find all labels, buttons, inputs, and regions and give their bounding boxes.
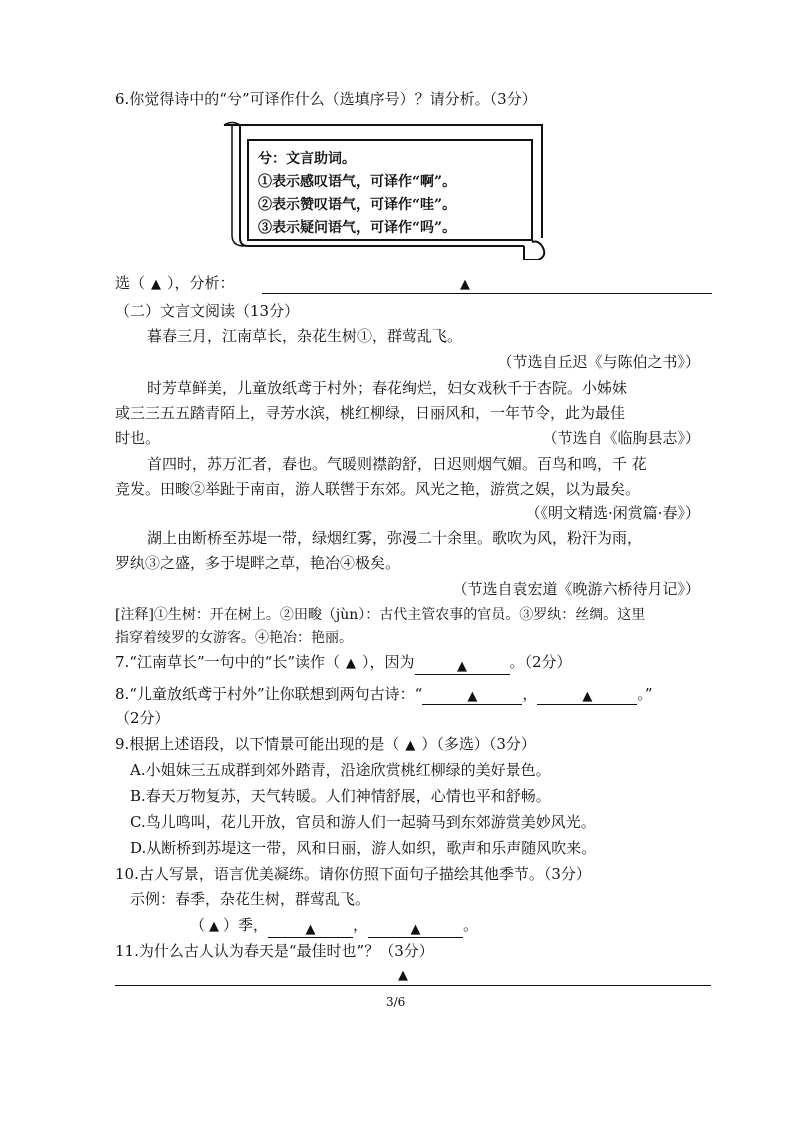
passage-4-source: （节选自袁宏道《晚游六桥待月记》） [452,580,700,598]
question-8: 8.“儿童放纸鸢于村外”让你联想到两句古诗：“ ▲ ， ▲ 。” [115,685,653,704]
q9-option-c[interactable]: C.鸟儿鸣叫，花儿开放，官员和游人们一起骑马到东郊游赏美妙风光。 [130,813,596,831]
q10-example: 示例：春季，杂花生树，群莺乱飞。 [130,890,371,908]
passage-2-source: （节选自《临朐县志》） [542,429,700,447]
q10-answer-line: （ ▲ ）季， ▲ ， ▲ 。 [190,916,479,937]
section-2-title: （二）文言文阅读（13分） [115,302,300,320]
q9-option-d[interactable]: D.从断桥到苏堤这一带，风和日丽，游人如织，歌声和乐声随风吹来。 [130,839,597,857]
q10-blank-2[interactable]: ▲ [368,919,463,938]
q6-answer-rule[interactable] [262,293,712,294]
q8-poem-blank-1[interactable]: ▲ [422,686,522,705]
box-line-3: ②表示赞叹语气，可译作“哇”。 [258,197,457,213]
q10-blank-1[interactable]: ▲ [268,919,353,938]
q8-poem-blank-2[interactable]: ▲ [537,686,637,705]
box-line-2: ①表示感叹语气，可译作“啊”。 [258,174,457,190]
box-line-1: 兮：文言助词。 [258,151,356,167]
q9-triangle-icon[interactable]: ▲ [405,738,416,753]
passage-3-line-1: 首四时，苏万汇者，春也。气暖则襟韵舒，日迟则烟气媚。百鸟和鸣，千 花 [147,455,647,473]
q8-score: （2分） [115,709,170,727]
box-line-4: ③表示疑问语气，可译作“吗”。 [258,220,457,236]
answer-triangle-icon[interactable]: ▲ [151,277,162,292]
notes-line-2: 指穿着绫罗的女游客。④艳冶：艳丽。 [115,630,353,646]
q9-option-a[interactable]: A.小姐妹三五成群到郊外踏青，沿途欣赏桃红柳绿的美好景色。 [130,761,551,779]
q11-triangle-icon: ▲ [398,968,408,983]
question-10: 10.古人写景，语言优美凝练。请你仿照下面句子描绘其他季节。（3分） [115,865,591,883]
passage-3-line-2: 竞发。田畯②举趾于南亩，游人联辔于东郊。风光之艳，游赏之娱，以为最矣。 [115,480,641,498]
q6-analysis-triangle-icon: ▲ [460,277,470,292]
q7-triangle-icon[interactable]: ▲ [346,656,356,671]
passage-2-line-3: 时也。 [115,429,161,447]
question-6: 6.你觉得诗中的“兮”可译作什么（选填序号）？请分析。（3分） [115,90,537,108]
passage-1-line-1: 暮春三月，江南草长，杂花生树①，群莺乱飞。 [147,327,463,345]
page-number: 3/6 [386,995,406,1009]
notes-line-1: [注释]①生树：开在树上。②田畯（jùn）：古代主管农事的官员。③罗纨：丝绸。这里 [115,607,646,623]
q11-answer-rule[interactable] [115,985,711,986]
passage-1-source: （节选自丘迟《与陈伯之书》） [497,353,700,371]
passage-2-line-1: 时芳草鲜美，儿童放纸鸢于村外；春花绚烂，妇女戏秋千于杏院。小姊妹 [147,379,628,397]
q6-answer-line: 选（ ▲ ），分析： [115,274,235,292]
q9-option-b[interactable]: B.春天万物复苏，天气转暖。人们神情舒展，心情也平和舒畅。 [130,787,551,805]
passage-4-line-2: 罗纨③之盛，多于堤畔之草，艳冶④极矣。 [115,554,401,572]
question-9: 9.根据上述语段，以下情景可能出现的是（ ▲ ）（多选）（3分） [115,735,536,753]
passage-2-line-2: 或三三五五踏青陌上，寻芳水滨，桃红柳绿，日丽风和，一年节令，此为最佳 [115,404,626,422]
question-7: 7.“江南草长”一句中的“长”读作（ ▲ ），因为 ▲ 。（2分） [115,653,572,674]
question-11: 11.为什么古人认为春天是“最佳时也”？（3分） [115,942,434,960]
passage-4-line-1: 湖上由断桥至苏堤一带，绿烟红雾，弥漫二十余里。歌吹为风，粉汗为雨， [147,529,643,547]
q10-season-triangle-icon[interactable]: ▲ [209,919,220,934]
definition-scroll-box [222,120,552,246]
q7-reason-blank[interactable]: ▲ [415,656,510,675]
passage-3-source: （《明文精选·闲赏篇·春》） [525,504,700,522]
